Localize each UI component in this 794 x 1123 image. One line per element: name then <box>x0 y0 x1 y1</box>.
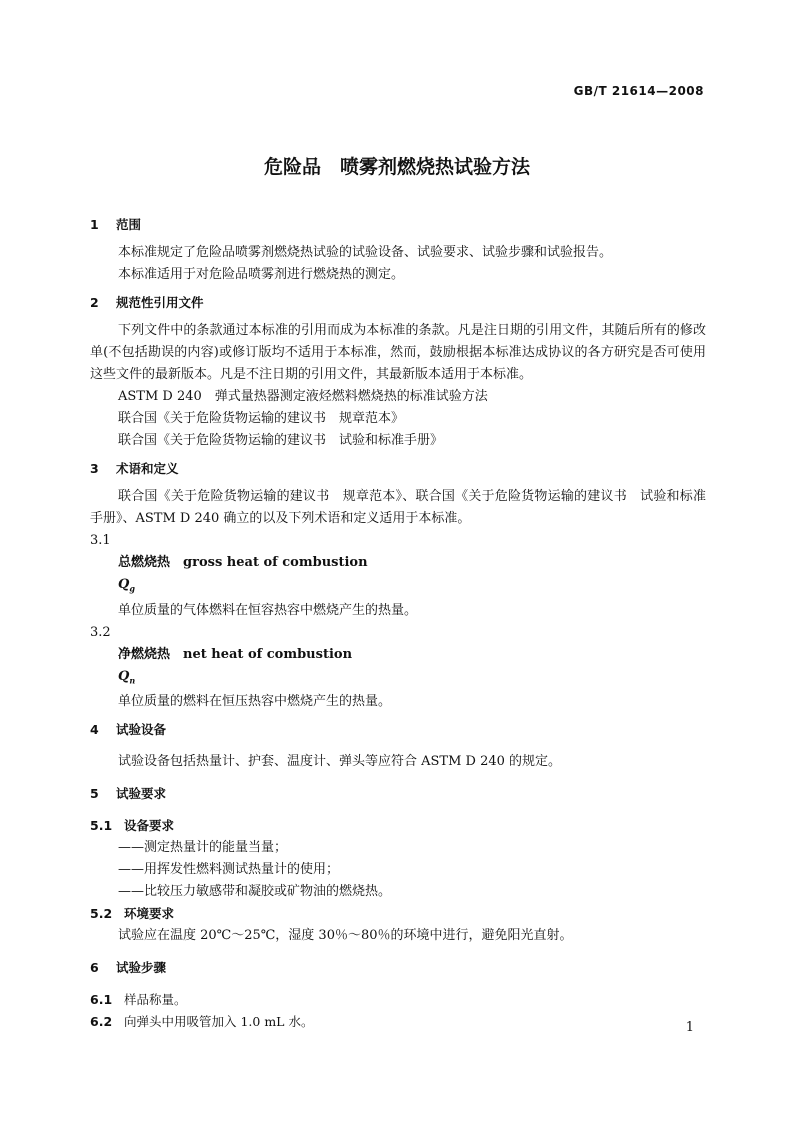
paragraph: 下列文件中的条款通过本标准的引用而成为本标准的条款。凡是注日期的引用文件，其随后所有的修改单(不包括勘误的内容)或修订版均不适用于本标准，然而，鼓励根据本标准达成协议的各方研究是否可使用这些文件的最新版本。凡是不注日期的引用文件，其最新版本适用于本标准。 <box>90 323 706 382</box>
document-body <box>90 214 706 1033</box>
paragraph: 本标准适用于对危险品喷雾剂进行燃烧热的测定。 <box>118 267 405 282</box>
section-heading-4: 4 试验设备 <box>90 722 167 738</box>
paragraph: 试验应在温度 20℃～25℃，湿度 30％～80％的环境中进行，避免阳光直射。 <box>118 928 573 944</box>
reference-item: 联合国《关于危险货物运输的建议书 试验和标准手册》 <box>118 433 444 448</box>
subsection-heading-5-2: 5.2 环境要求 <box>90 906 175 922</box>
term-name: 净燃烧热 net heat of combustion <box>118 646 353 662</box>
section-heading-1: 1 范围 <box>90 217 142 232</box>
term-symbol: $Q_g$ <box>118 577 135 594</box>
standard-code: GB/T 21614—2008 <box>573 84 704 98</box>
subsection-heading-5-1: 5.1 设备要求 <box>90 818 175 834</box>
step-6-1: 6.1 样品称量。 <box>90 992 187 1008</box>
term-number: 3.1 <box>90 533 111 548</box>
step-6-2: 6.2 向弹头中用吸管加入 1.0 mL 水。 <box>90 1014 314 1030</box>
paragraph: 联合国《关于危险货物运输的建议书 规章范本》、联合国《关于危险货物运输的建议书 试验和标准手册》、ASTM D 240 确立的以及下列术语和定义适用于本标准。 <box>90 489 706 526</box>
reference-item: ASTM D 240 弹式量热器测定液烃燃料燃烧热的标准试验方法 <box>118 389 488 404</box>
paragraph: 试验设备包括热量计、护套、温度计、弹头等应符合 ASTM D 240 的规定。 <box>118 754 562 770</box>
list-item: ——比较压力敏感带和凝胶或矿物油的燃烧热。 <box>118 884 392 900</box>
term-definition: 单位质量的燃料在恒压热容中燃烧产生的热量。 <box>118 694 392 710</box>
section-heading-6: 6 试验步骤 <box>90 960 167 976</box>
section-heading-3: 3 术语和定义 <box>90 461 179 476</box>
list-item: ——测定热量计的能量当量； <box>118 840 288 856</box>
paragraph: 本标准规定了危险品喷雾剂燃烧热试验的试验设备、试验要求、试验步骤和试验报告。 <box>118 245 613 260</box>
page-number: 1 <box>685 1020 694 1035</box>
list-item: ——用挥发性燃料测试热量计的使用； <box>118 862 340 878</box>
reference-item: 联合国《关于危险货物运输的建议书 规章范本》 <box>118 411 405 426</box>
section-heading-2: 2 规范性引用文件 <box>90 295 204 310</box>
section-heading-5: 5 试验要求 <box>90 786 167 802</box>
term-definition: 单位质量的气体燃料在恒容热容中燃烧产生的热量。 <box>118 602 418 618</box>
document-title: 危险品 喷雾剂燃烧热试验方法 <box>263 156 530 178</box>
term-number: 3.2 <box>90 624 111 640</box>
term-symbol: $Q_n$ <box>118 668 136 686</box>
term-name: 总燃烧热 gross heat of combustion <box>118 555 368 570</box>
